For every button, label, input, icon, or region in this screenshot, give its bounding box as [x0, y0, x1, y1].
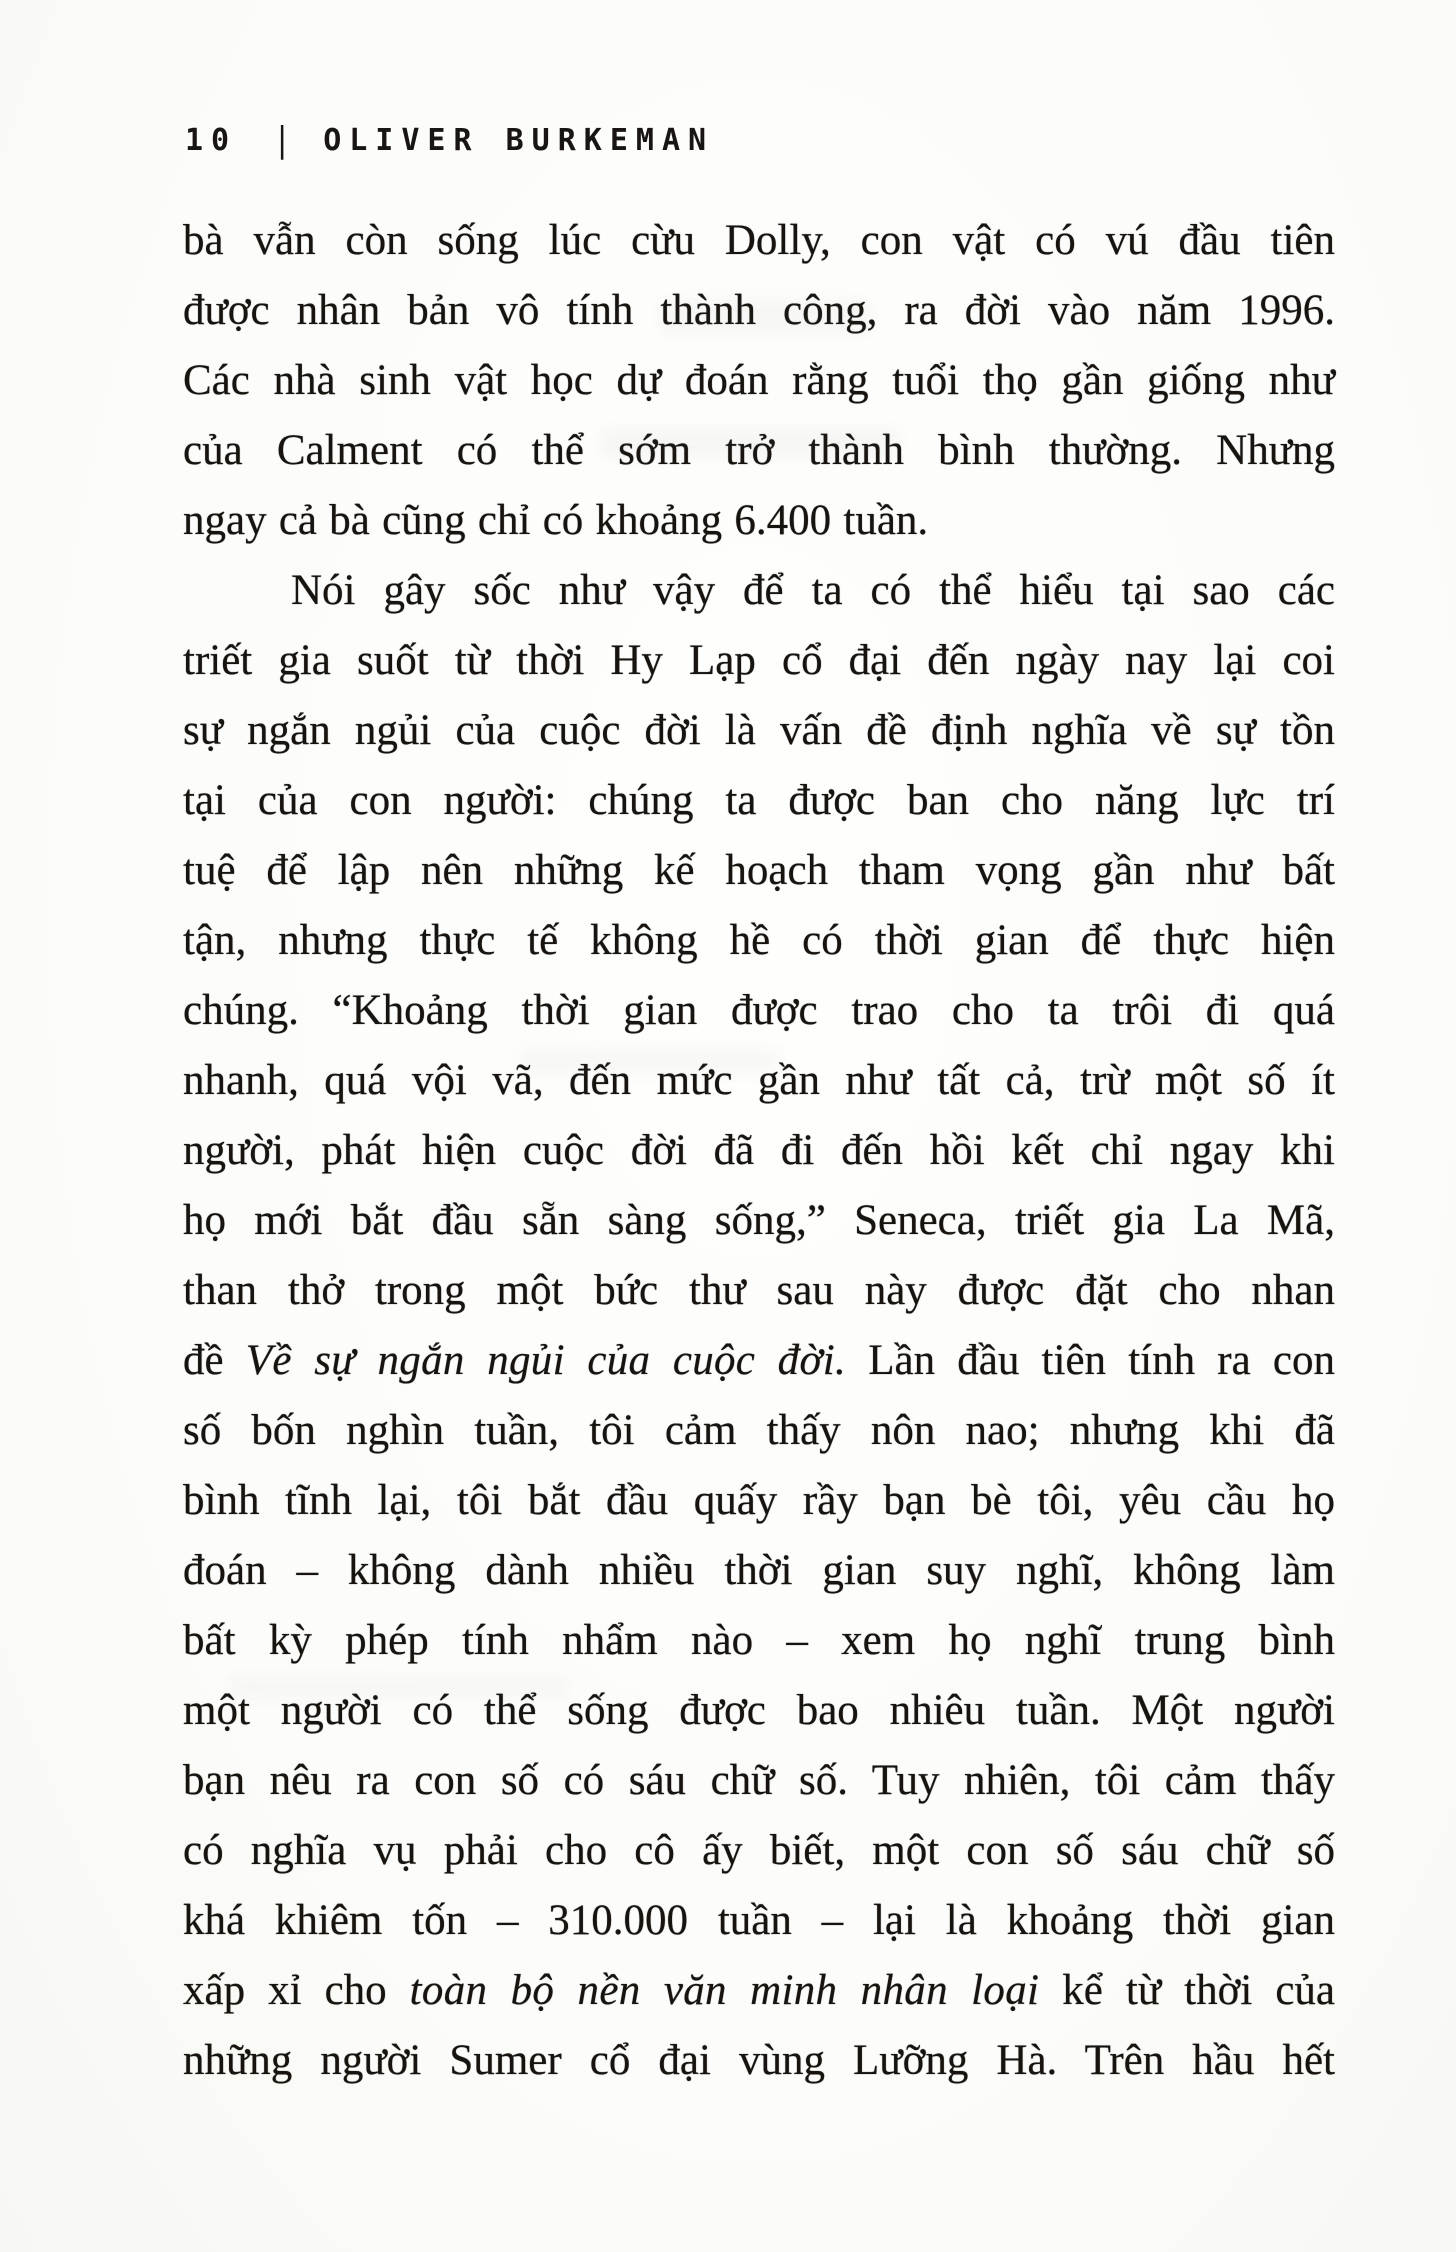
- text-segment: những người Sumer cổ đại vùng Lưỡng Hà. Trên hầu hết: [183, 2037, 1335, 2084]
- text-segment: có nghĩa vụ phải cho cô ấy biết, một con số sáu chữ số: [183, 1827, 1335, 1874]
- text-line: [183, 906, 1335, 976]
- text-segment: Nói gây sốc như vậy để ta có thể hiểu tại sao các: [291, 567, 1335, 614]
- text-segment: than thở trong một bức thư sau này được đặt cho nhan: [183, 1267, 1335, 1314]
- text-line: [183, 346, 1335, 416]
- text-line: [183, 1326, 1335, 1396]
- text-segment: được nhân bản vô tính thành công, ra đời vào năm 1996.: [183, 287, 1335, 334]
- text-line: [183, 1256, 1335, 1326]
- text-line: [183, 1816, 1335, 1886]
- scan-bleedthrough-artifact: [230, 1675, 570, 1699]
- text-segment: tận, nhưng thực tế không hề có thời gian để thực hiện: [183, 917, 1335, 964]
- text-segment: người, phát hiện cuộc đời đã đi đến hồi kết chỉ ngay khi: [183, 1127, 1335, 1174]
- text-line: [183, 486, 1335, 556]
- text-segment: sự ngắn ngủi của cuộc đời là vấn đề định nghĩa về sự tồn: [183, 707, 1335, 754]
- text-segment: nhanh, quá vội vã, đến mức gần như tất cả, trừ một số ít: [183, 1057, 1335, 1104]
- page-number: 10: [185, 123, 238, 158]
- text-segment: Lần đầu tiên tính ra con: [846, 1337, 1335, 1384]
- text-segment: triết gia suốt từ thời Hy Lạp cổ đại đến ngày nay lại coi: [183, 637, 1335, 684]
- text-segment: số bốn nghìn tuần, tôi cảm thấy nôn nao; nhưng khi đã: [183, 1407, 1335, 1454]
- text-line: [183, 1886, 1335, 1956]
- text-segment: tuệ để lập nên những kế hoạch tham vọng gần như bất: [183, 847, 1335, 894]
- header-separator: |: [273, 120, 300, 161]
- text-line: [183, 976, 1335, 1046]
- text-segment: bình tĩnh lại, tôi bắt đầu quấy rầy bạn bè tôi, yêu cầu họ: [183, 1477, 1335, 1524]
- text-segment: Các nhà sinh vật học dự đoán rằng tuổi thọ gần giống như: [183, 357, 1335, 404]
- text-line: [183, 1746, 1335, 1816]
- text-line: [183, 2026, 1335, 2096]
- scan-bleedthrough-artifact: [600, 428, 900, 458]
- text-segment: ngay cả bà cũng chỉ có khoảng 6.400 tuần.: [183, 497, 929, 544]
- text-line: [183, 1956, 1335, 2026]
- text-line: [183, 1396, 1335, 1466]
- scan-bleedthrough-artifact: [520, 1048, 780, 1074]
- body-text: [183, 206, 1335, 2096]
- text-segment: bất kỳ phép tính nhẩm nào – xem họ nghĩ trung bình: [183, 1617, 1335, 1664]
- italic-text-segment: toàn bộ nền văn minh nhân loại: [409, 1967, 1040, 2014]
- text-line: [183, 766, 1335, 836]
- text-segment: một người có thể sống được bao nhiêu tuần. Một người: [183, 1687, 1335, 1734]
- text-line: [183, 1606, 1335, 1676]
- text-segment: đoán – không dành nhiều thời gian suy nghĩ, không làm: [183, 1547, 1335, 1594]
- text-segment: đề: [183, 1337, 246, 1384]
- text-segment: chúng. “Khoảng thời gian được trao cho ta trôi đi quá: [183, 987, 1335, 1034]
- italic-text-segment: Về sự ngắn ngủi của cuộc đời.: [245, 1337, 847, 1384]
- text-line: [183, 556, 1335, 626]
- running-header: [185, 120, 715, 161]
- text-segment: của Calment có thể sớm trở thành bình thường. Nhưng: [183, 427, 1335, 474]
- text-segment: bạn nêu ra con số có sáu chữ số. Tuy nhiên, tôi cảm thấy: [183, 1757, 1335, 1804]
- text-line: [183, 696, 1335, 766]
- text-line: [183, 1186, 1335, 1256]
- text-line: [183, 626, 1335, 696]
- scan-bleedthrough-artifact: [660, 300, 870, 334]
- text-segment: khá khiêm tốn – 310.000 tuần – lại là khoảng thời gian: [183, 1897, 1335, 1944]
- text-line: [183, 206, 1335, 276]
- header-book-author: OLIVER BURKEMAN: [323, 123, 715, 158]
- text-segment: tại của con người: chúng ta được ban cho năng lực trí: [183, 777, 1335, 824]
- text-line: [183, 1466, 1335, 1536]
- text-segment: họ mới bắt đầu sẵn sàng sống,” Seneca, triết gia La Mã,: [183, 1197, 1335, 1244]
- text-segment: kể từ thời của: [1039, 1967, 1335, 2014]
- text-segment: bà vẫn còn sống lúc cừu Dolly, con vật có vú đầu tiên: [183, 217, 1335, 264]
- text-line: [183, 1116, 1335, 1186]
- text-line: [183, 1536, 1335, 1606]
- text-line: [183, 836, 1335, 906]
- text-segment: xấp xỉ cho: [183, 1967, 410, 2014]
